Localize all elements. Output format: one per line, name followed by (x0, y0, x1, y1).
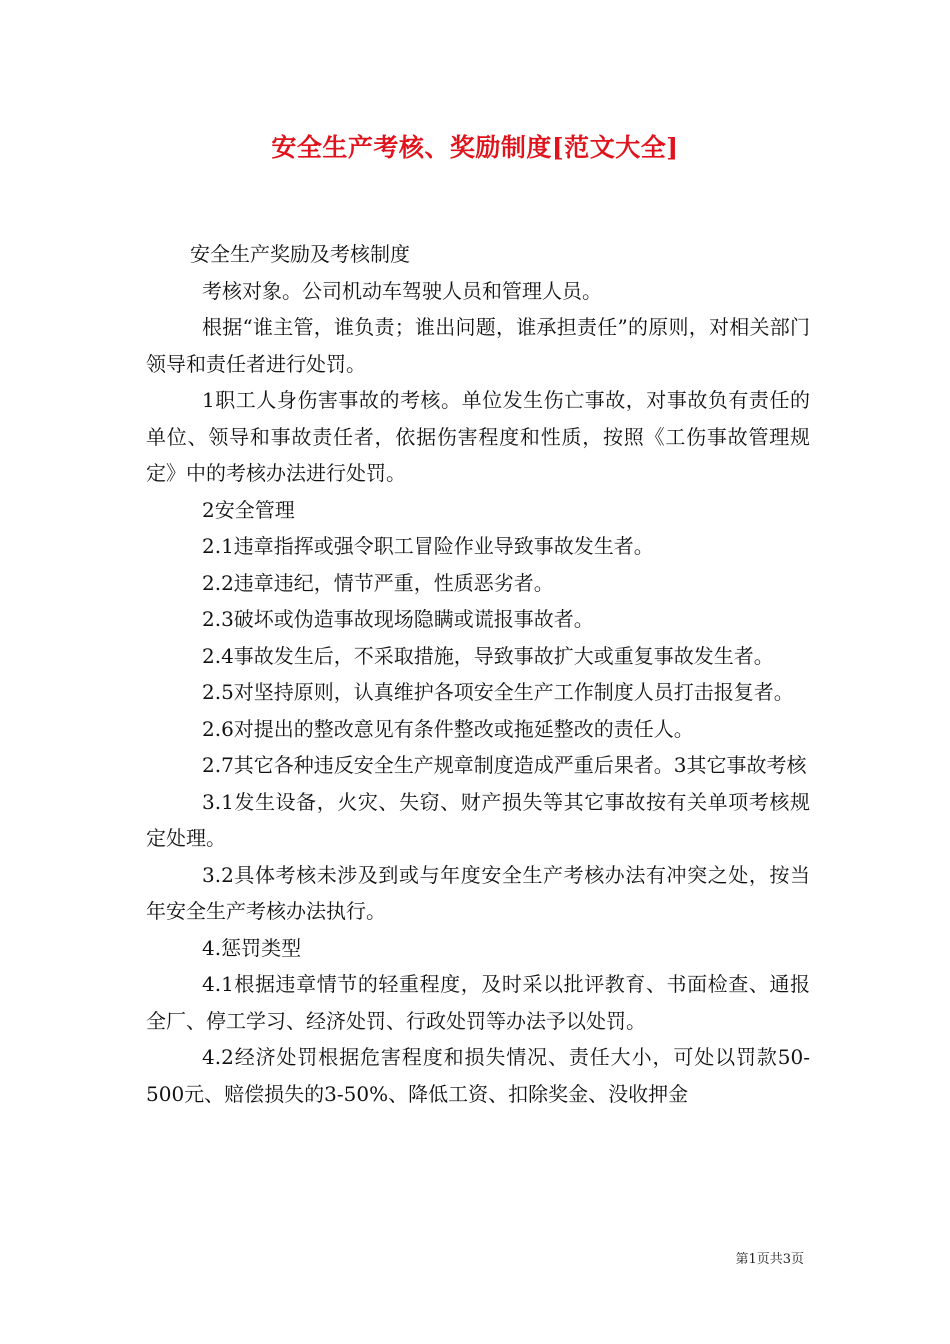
document-title: 安全生产考核、奖励制度[范文大全] (271, 133, 679, 162)
document-body (146, 236, 810, 1112)
paragraph: 2.4事故发生后，不采取措施，导致事故扩大或重复事故发生者。 (202, 643, 774, 668)
paragraph: 2安全管理 (202, 497, 295, 522)
paragraph: 2.7其它各种违反安全生产规章制度造成严重后果者。3其它事故考核 (202, 753, 807, 777)
paragraph: 4.1根据违章情节的轻重程度，及时采以批评教育、书面检查、通报全厂、停工学习、经济处罚、行政处罚等办法予以处罚。 (146, 972, 810, 1033)
paragraph: 4.2经济处罚根据危害程度和损失情况、责任大小，可处以罚款50-500元、赔偿损失的3-50%、降低工资、扣除奖金、没收押金 (146, 1045, 810, 1106)
paragraph: 4.惩罚类型 (202, 935, 302, 960)
paragraph-heading: 安全生产奖励及考核制度 (190, 242, 410, 266)
paragraph: 1职工人身伤害事故的考核。单位发生伤亡事故，对事故负有责任的单位、领导和事故责任者，依据伤害程度和性质，按照《工伤事故管理规定》中的考核办法进行处罚。 (146, 388, 810, 485)
paragraph: 2.3破坏或伪造事故现场隐瞒或谎报事故者。 (202, 607, 594, 631)
paragraph: 3.1发生设备，火灾、失窃、财产损失等其它事故按有关单项考核规定处理。 (146, 789, 810, 850)
paragraph: 考核对象。公司机动车驾驶人员和管理人员。 (202, 278, 602, 303)
paragraph: 2.2违章违纪，情节严重，性质恶劣者。 (202, 570, 554, 595)
paragraph: 3.2具体考核未涉及到或与年度安全生产考核办法有冲突之处，按当年安全生产考核办法执行。 (146, 862, 810, 923)
page-number: 第1页共3页 (735, 1252, 804, 1267)
paragraph: 2.5对坚持原则，认真维护各项安全生产工作制度人员打击报复者。 (202, 680, 794, 704)
paragraph: 2.1违章指挥或强令职工冒险作业导致事故发生者。 (202, 534, 654, 558)
paragraph: 根据“谁主管，谁负责；谁出问题，谁承担责任”的原则，对相关部门领导和责任者进行处罚。 (146, 315, 810, 376)
paragraph: 2.6对提出的整改意见有条件整改或拖延整改的责任人。 (202, 716, 694, 741)
